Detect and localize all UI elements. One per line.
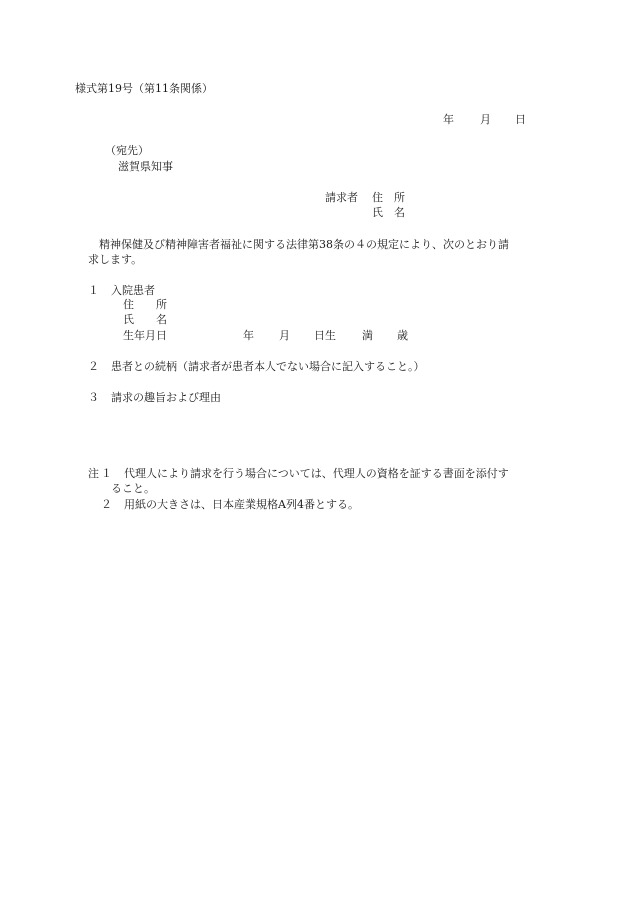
note-2-number: ２ [101,498,112,511]
birth-year-label: 年 [243,329,254,342]
section-2-number: ２ [88,360,99,373]
section-1-title: 入院患者 [111,284,155,297]
notes-label: 注 [88,467,99,480]
date-day-label: 日 [515,113,526,126]
section-2-title: 患者との続柄（請求者が患者本人でない場合に記入すること。） [111,360,425,373]
requester-name-label: 氏 名 [372,206,405,219]
age-suffix-label: 歳 [397,329,408,342]
addressee-prefix: （宛先） [105,144,149,157]
note-2-text: 用紙の大きさは、日本産業規格A列4番とする。 [124,498,359,511]
date-month-label: 月 [480,113,491,126]
age-prefix-label: 満 [362,329,373,342]
note-1-line-1: 代理人により請求を行う場合については、代理人の資格を証する書面を添付す [124,467,509,480]
date-year-label: 年 [443,113,454,126]
requester-label: 請求者 [325,191,358,204]
patient-birthdate-label: 生年月日 [123,329,167,342]
section-3-title: 請求の趣旨および理由 [111,391,221,404]
note-1-number: １ [101,467,112,480]
note-1-line-2: ること。 [111,482,155,495]
patient-address-label: 住 所 [123,298,167,311]
requester-address-label: 住 所 [372,191,405,204]
patient-name-label: 氏 名 [123,313,167,326]
birth-month-label: 月 [279,329,290,342]
birth-day-label: 日生 [314,329,336,342]
section-3-number: ３ [88,391,99,404]
body-text-line-1: 精神保健及び精神障害者福祉に関する法律第38条の４の規定により、次のとおり請 [99,238,509,251]
addressee-name: 滋賀県知事 [118,160,173,173]
form-title: 様式第19号（第11条関係） [75,82,213,95]
body-text-line-2: 求します。 [88,253,143,266]
section-1-number: １ [88,284,99,297]
